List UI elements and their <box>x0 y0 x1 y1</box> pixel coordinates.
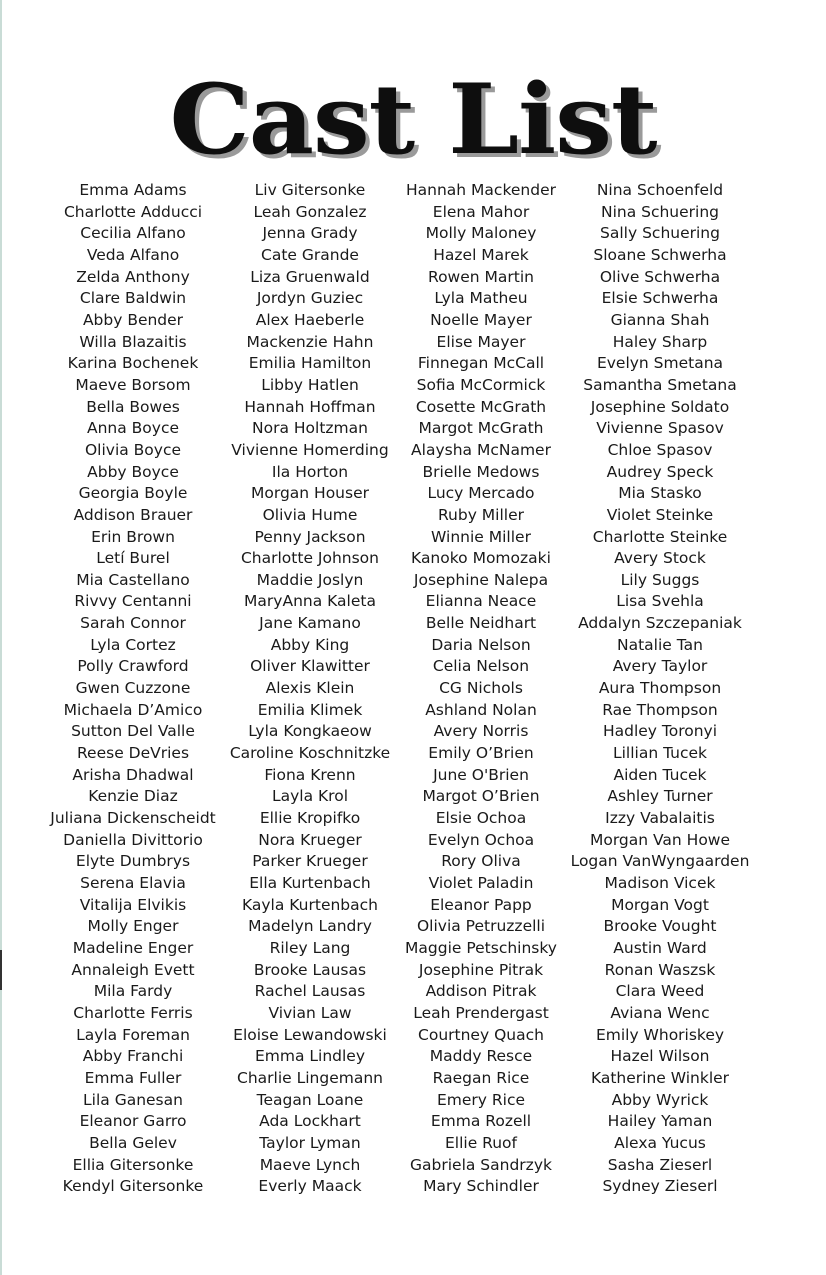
cast-column-1 <box>44 180 222 1198</box>
page-title: Cast List <box>169 63 657 176</box>
cast-member-name: Aiden Tucek <box>613 765 707 784</box>
cast-member-name: Layla Krol <box>271 787 349 806</box>
cast-member-name: Margot O’Brien <box>422 787 540 806</box>
cast-member-name: Polly Crawford <box>77 657 189 676</box>
cast-member-name: Mila Fardy <box>93 982 173 1001</box>
cast-member-name: Alaysha McNamer <box>411 440 551 459</box>
cast-member-name: Vivienne Homerding <box>231 440 389 459</box>
cast-member-name: Maggie Petschinsky <box>405 938 557 957</box>
cast-member-name: Hazel Marek <box>433 245 529 264</box>
cast-member-name: Katherine Winkler <box>590 1068 730 1087</box>
cast-member-name: Josephine Soldato <box>590 397 730 416</box>
cast-member-name: Lyla Kongkaeow <box>248 722 372 741</box>
cast-member-name: Juliana Dickenscheidt <box>50 809 216 828</box>
cast-member-name: Rachel Lausas <box>254 982 366 1001</box>
cast-member-name: Karina Bochenek <box>67 354 199 373</box>
cast-member-name: Elise Mayer <box>436 332 526 351</box>
cast-member-name: Reese DeVries <box>76 744 190 763</box>
cast-member-name: Lyla Matheu <box>434 289 528 308</box>
cast-member-name: Emilia Klimek <box>257 700 363 719</box>
cast-member-name: Hannah Mackender <box>406 181 556 199</box>
cast-member-name: Lisa Svehla <box>616 592 704 611</box>
cast-member-name: Brooke Lausas <box>253 960 367 979</box>
cast-member-name: Cecilia Alfano <box>80 224 186 243</box>
cast-member-name: Rowen Martin <box>428 267 534 286</box>
cast-member-name: Ellia Gitersonke <box>72 1155 194 1174</box>
cast-member-name: Noelle Mayer <box>430 310 532 329</box>
cast-member-name: Gianna Shah <box>610 310 710 329</box>
cast-member-name: Lillian Tucek <box>612 744 708 763</box>
cast-member-name: Hailey Yaman <box>607 1112 713 1131</box>
cast-member-name: Courtney Quach <box>418 1025 544 1044</box>
cast-member-name: Caroline Koschnitzke <box>229 744 391 763</box>
cast-member-name: Rory Oliva <box>441 852 521 871</box>
cast-member-name: Bella Bowes <box>86 397 180 416</box>
cast-member-name: Eleanor Papp <box>430 895 532 914</box>
cast-member-name: Addison Pitrak <box>425 982 537 1001</box>
cast-member-name: Charlotte Steinke <box>592 527 728 546</box>
cast-member-name: Mackenzie Hahn <box>246 332 374 351</box>
cast-member-name: Ashland Nolan <box>425 700 537 719</box>
cast-member-name: Emma Lindley <box>254 1047 366 1066</box>
page-edge <box>0 0 2 1275</box>
cast-member-name: Gabriela Sandrzyk <box>410 1155 552 1174</box>
cast-member-name: Finnegan McCall <box>417 354 545 373</box>
cast-member-name: Clara Weed <box>615 982 705 1001</box>
cast-member-name: Sally Schuering <box>600 224 720 243</box>
cast-member-name: Ada Lockhart <box>259 1112 361 1131</box>
cast-member-name: Abby Bender <box>82 310 184 329</box>
cast-member-name: Teagan Loane <box>256 1090 364 1109</box>
cast-member-name: Sarah Connor <box>80 614 186 633</box>
cast-member-name: Izzy Vabalaitis <box>605 809 715 828</box>
cast-member-name: Raegan Rice <box>432 1068 530 1087</box>
cast-member-name: Fiona Krenn <box>264 765 356 784</box>
cast-member-name: Penny Jackson <box>254 527 366 546</box>
cast-member-name: Emery Rice <box>436 1090 526 1109</box>
cast-member-name: Elena Mahor <box>432 202 530 221</box>
cast-member-name: June O'Brien <box>433 765 529 784</box>
cast-member-name: Avery Norris <box>433 722 529 741</box>
cast-member-name: Olivia Hume <box>262 505 358 524</box>
cast-member-name: Mia Stasko <box>618 484 702 503</box>
cast-member-name: Libby Hatlen <box>261 375 359 394</box>
cast-member-name: Maddy Resce <box>429 1047 533 1066</box>
cast-member-name: Ellie Ruof <box>444 1133 517 1152</box>
cast-member-name: Madeline Enger <box>72 938 194 957</box>
cast-member-name: Oliver Klawitter <box>250 657 370 676</box>
cast-member-name: Emma Fuller <box>84 1068 182 1087</box>
cast-member-name: Erin Brown <box>91 527 175 546</box>
cast-member-name: Ila Horton <box>271 462 349 481</box>
cast-member-name: Elsie Schwerha <box>601 289 719 308</box>
cast-member-name: Celia Nelson <box>432 657 530 676</box>
cast-member-name: Avery Stock <box>614 549 706 568</box>
cast-member-name: Aura Thompson <box>598 679 722 698</box>
cast-member-name: Abby King <box>270 635 350 654</box>
cast-member-name: Evelyn Smetana <box>596 354 724 373</box>
cast-member-name: Haley Sharp <box>612 332 708 351</box>
cast-member-name: Winnie Miller <box>431 527 531 546</box>
cast-member-name: Morgan Van Howe <box>589 830 731 849</box>
cast-member-name: Everly Maack <box>258 1177 362 1196</box>
cast-member-name: Abby Boyce <box>87 462 179 481</box>
cast-member-name: Madelyn Landry <box>248 917 372 936</box>
cast-member-name: Molly Maloney <box>425 224 537 243</box>
cast-member-name: Josephine Pitrak <box>418 960 544 979</box>
cast-member-name: Ella Kurtenbach <box>249 874 371 892</box>
cast-member-name: Audrey Speck <box>606 462 714 481</box>
cast-member-name: Willa Blazaitis <box>79 332 187 351</box>
cast-member-name: Hannah Hoffman <box>244 397 376 416</box>
cast-member-name: Elsie Ochoa <box>435 809 527 828</box>
cast-member-name: Anna Boyce <box>86 419 180 438</box>
cast-member-name: Nora Holtzman <box>252 419 368 438</box>
cast-member-name: Jane Kamano <box>259 614 361 633</box>
cast-member-name: Addalyn Szczepaniak <box>578 614 742 633</box>
cast-member-name: Alexa Yucus <box>614 1133 706 1152</box>
cast-member-name: Leah Gonzalez <box>253 202 367 221</box>
cast-member-name: Michaela D’Amico <box>63 700 203 719</box>
cast-member-name: Lyla Cortez <box>90 635 176 654</box>
cast-member-name: Austin Ward <box>613 938 707 957</box>
cast-member-name: Margot McGrath <box>418 419 544 438</box>
cast-member-name: Emma Adams <box>79 181 187 199</box>
cast-member-name: Charlotte Johnson <box>240 549 379 568</box>
cast-member-name: Nina Schoenfeld <box>596 181 724 199</box>
cast-member-name: Ashley Turner <box>607 787 713 806</box>
cast-member-name: Jordyn Guziec <box>256 289 364 308</box>
cast-member-name: Kanoko Momozaki <box>411 549 551 568</box>
cast-member-name: Ronan Waszsk <box>604 960 716 979</box>
cast-member-name: Samantha Smetana <box>583 375 737 394</box>
cast-member-name: Josephine Nalepa <box>413 570 549 589</box>
cast-member-name: Nora Krueger <box>258 830 362 849</box>
cast-member-name: Eleanor Garro <box>79 1112 187 1131</box>
cast-member-name: Morgan Vogt <box>611 895 709 914</box>
cast-member-name: Emily Whoriskey <box>595 1025 725 1044</box>
cast-member-name: Logan VanWyngaarden <box>570 852 750 871</box>
cast-member-name: Letí Burel <box>96 549 170 568</box>
cast-member-name: Belle Neidhart <box>425 614 537 633</box>
cast-member-name: Abby Franchi <box>82 1047 184 1066</box>
cast-member-name: Charlie Lingemann <box>237 1068 383 1087</box>
cast-member-name: Morgan Houser <box>251 484 369 503</box>
cast-member-name: Vitalija Elvikis <box>79 895 187 914</box>
cast-member-name: Rivvy Centanni <box>74 592 192 611</box>
cast-column-2 <box>222 180 398 1198</box>
cast-member-name: MaryAnna Kaleta <box>244 592 376 611</box>
cast-member-name: Cosette McGrath <box>415 397 547 416</box>
cast-member-name: Jenna Grady <box>262 224 358 243</box>
cast-member-name: Addison Brauer <box>73 505 193 524</box>
cast-member-name: Charlotte Ferris <box>73 1003 193 1022</box>
cast-member-name: Gwen Cuzzone <box>75 679 191 698</box>
cast-member-name: Molly Enger <box>87 917 179 936</box>
cast-member-name: Nina Schuering <box>600 202 720 221</box>
cast-member-name: Alexis Klein <box>265 679 355 698</box>
cast-member-name: Alex Haeberle <box>255 310 365 329</box>
cast-member-name: Elyte Dumbrys <box>75 852 191 871</box>
cast-member-name: Lila Ganesan <box>83 1090 183 1109</box>
cast-member-name: Liv Gitersonke <box>254 181 366 199</box>
cast-member-name: Ellie Kropifko <box>259 809 361 828</box>
cast-member-name: Cate Grande <box>261 245 359 264</box>
cast-member-name: Georgia Boyle <box>78 484 188 503</box>
cast-name-columns <box>44 180 774 1198</box>
cast-member-name: Aviana Wenc <box>610 1003 710 1022</box>
cast-member-name: Liza Gruenwald <box>250 267 370 286</box>
cast-member-name: Mary Schindler <box>423 1177 539 1196</box>
cast-member-name: Maeve Borsom <box>75 375 191 394</box>
cast-member-name: Serena Elavia <box>80 874 186 892</box>
cast-member-name: Chloe Spasov <box>607 440 713 459</box>
cast-member-name: Rae Thompson <box>602 700 718 719</box>
page-edge-mark <box>0 950 2 990</box>
cast-member-name: Annaleigh Evett <box>71 960 195 979</box>
cast-member-name: Olivia Boyce <box>84 440 182 459</box>
cast-member-name: Parker Krueger <box>252 852 368 871</box>
cast-member-name: Kendyl Gitersonke <box>62 1177 204 1196</box>
cast-member-name: Daniella Divittorio <box>63 830 203 849</box>
cast-column-3 <box>398 180 564 1198</box>
cast-member-name: Sofia McCormick <box>416 375 546 394</box>
cast-member-name: Sasha Zieserl <box>607 1155 713 1174</box>
cast-member-name: Daria Nelson <box>431 635 531 654</box>
cast-member-name: Vivian Law <box>268 1003 352 1022</box>
cast-member-name: Mia Castellano <box>76 570 190 589</box>
cast-member-name: Abby Wyrick <box>611 1090 709 1109</box>
cast-member-name: Sydney Zieserl <box>602 1177 718 1196</box>
cast-member-name: Eloise Lewandowski <box>233 1025 387 1044</box>
cast-member-name: Hazel Wilson <box>610 1047 710 1066</box>
cast-member-name: Evelyn Ochoa <box>427 830 535 849</box>
cast-member-name: Natalie Tan <box>617 635 703 654</box>
cast-member-name: Hadley Toronyi <box>602 722 718 741</box>
cast-member-name: Maddie Joslyn <box>256 570 364 589</box>
cast-member-name: Brielle Medows <box>422 462 540 481</box>
cast-member-name: Lily Suggs <box>620 570 700 589</box>
cast-member-name: Madison Vicek <box>604 874 716 892</box>
cast-member-name: Kayla Kurtenbach <box>241 895 378 914</box>
cast-member-name: Taylor Lyman <box>259 1133 361 1152</box>
cast-member-name: Charlotte Adducci <box>63 202 203 221</box>
cast-member-name: Ruby Miller <box>437 505 525 524</box>
cast-column-4 <box>564 180 756 1198</box>
cast-member-name: Violet Steinke <box>606 505 714 524</box>
cast-member-name: Olivia Petruzzelli <box>416 917 546 936</box>
cast-member-name: Sutton Del Valle <box>71 722 195 741</box>
cast-member-name: Leah Prendergast <box>413 1003 549 1022</box>
cast-member-name: Violet Paladin <box>428 874 534 892</box>
cast-member-name: Veda Alfano <box>86 245 180 264</box>
cast-member-name: Zelda Anthony <box>76 267 190 286</box>
cast-member-name: Emilia Hamilton <box>248 354 372 373</box>
cast-member-name: Lucy Mercado <box>427 484 535 503</box>
cast-member-name: Riley Lang <box>269 938 351 957</box>
cast-member-name: Maeve Lynch <box>259 1155 361 1174</box>
cast-member-name: Arisha Dhadwal <box>72 765 194 784</box>
cast-member-name: Bella Gelev <box>89 1133 177 1152</box>
cast-member-name: Avery Taylor <box>612 657 708 676</box>
cast-member-name: Brooke Vought <box>603 917 717 936</box>
cast-member-name: CG Nichols <box>439 679 523 698</box>
cast-member-name: Emma Rozell <box>430 1112 532 1131</box>
cast-member-name: Elianna Neace <box>425 592 537 611</box>
cast-member-name: Vivienne Spasov <box>596 419 724 438</box>
cast-member-name: Emily O’Brien <box>428 744 534 763</box>
cast-member-name: Sloane Schwerha <box>593 245 727 264</box>
cast-member-name: Layla Foreman <box>76 1025 190 1044</box>
cast-member-name: Clare Baldwin <box>79 289 187 308</box>
cast-member-name: Olive Schwerha <box>599 267 721 286</box>
cast-member-name: Kenzie Diaz <box>88 787 178 806</box>
